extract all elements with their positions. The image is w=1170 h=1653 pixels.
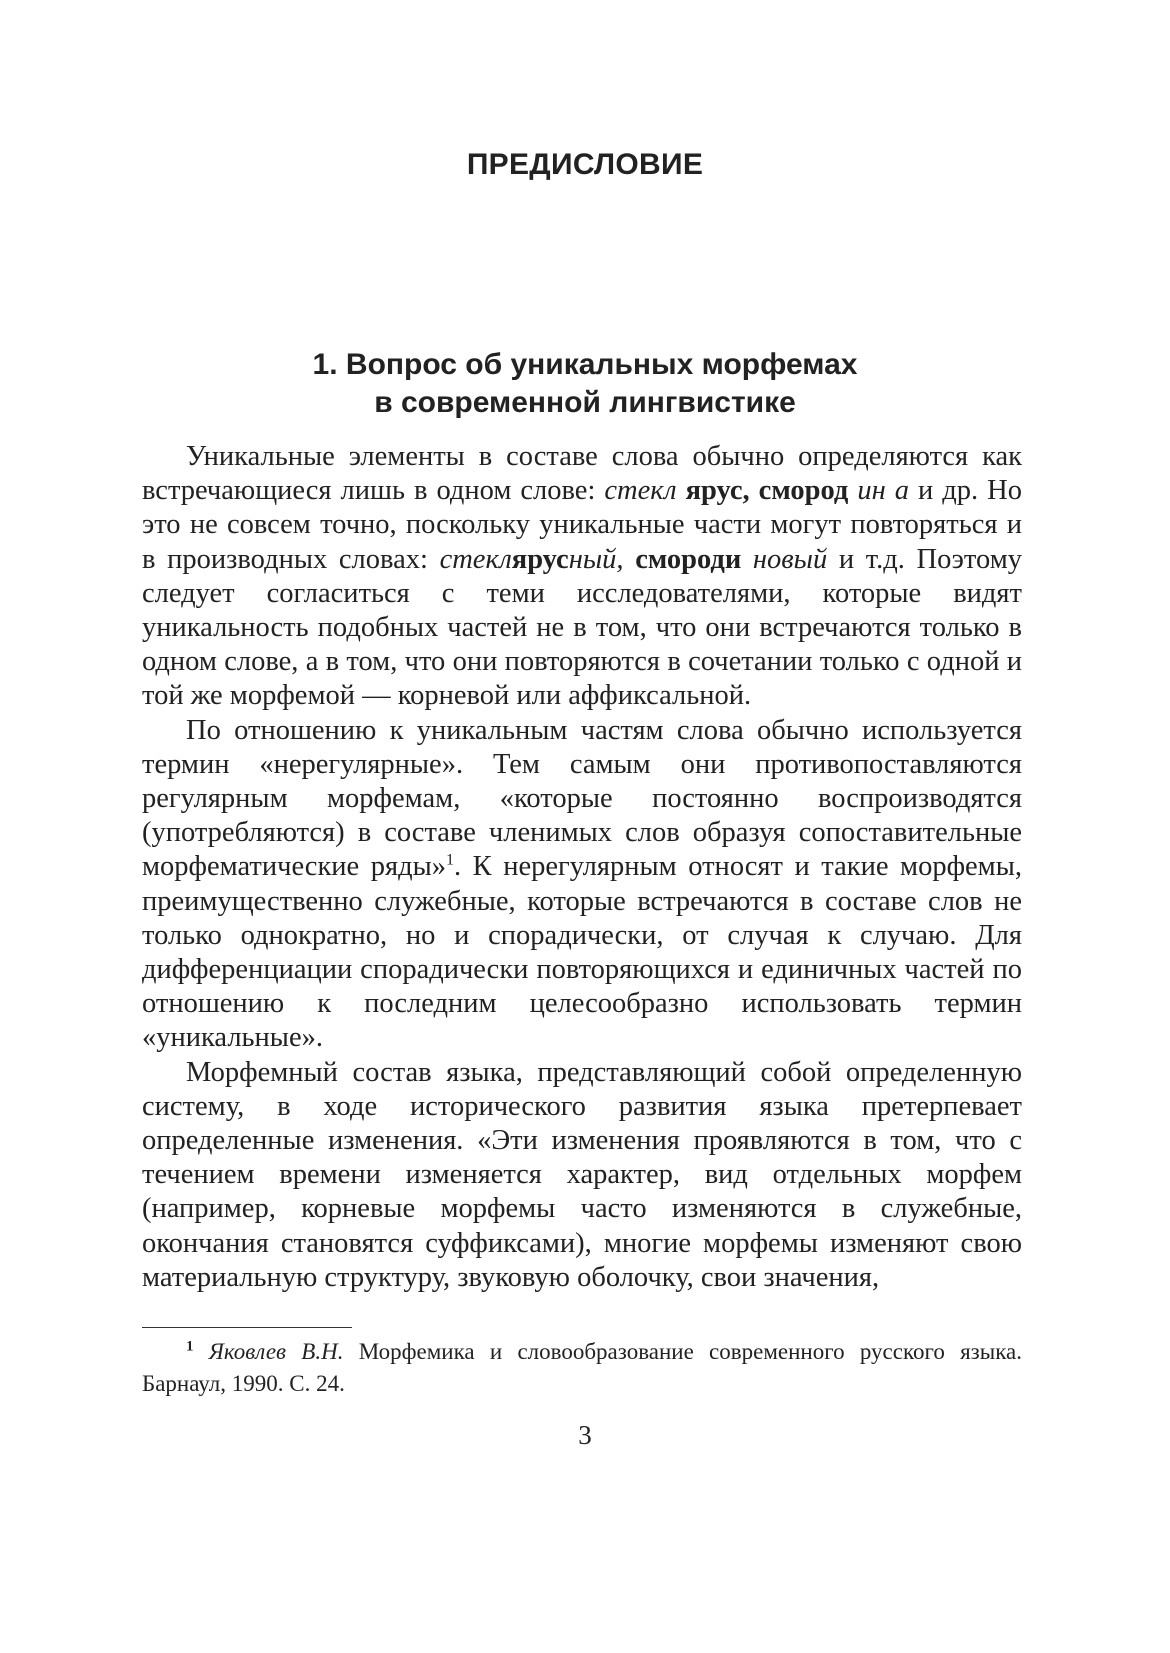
example-yarus-2: ярус (511, 543, 569, 575)
chapter-title-line2: в современной лингвистике (374, 386, 796, 419)
example-stekl: стекл (604, 475, 686, 507)
example-smorod: смород (758, 475, 849, 507)
footnote-reference: 1 (446, 851, 454, 869)
example-novyi: новый (741, 543, 828, 575)
p1-text-c: и т.д. Поэтому следует согласиться с теми исследователями, которые видят уникальность подобных частей не в том, что они встречаются только в одном слове, а в том, что они повторяются в сочетании только с одной и той же морфемой — корневой или аффиксальной. (142, 543, 1022, 712)
footnote-divider (142, 1327, 352, 1328)
footnote-number: 1 (186, 1338, 194, 1355)
chapter-title (0, 346, 1170, 422)
paragraph-2 (142, 714, 1022, 1056)
p1-space-2 (624, 544, 636, 575)
example-yarus: ярус, (685, 475, 750, 507)
preface-heading: ПРЕДИСЛОВИЕ (466, 148, 704, 181)
body-text (142, 440, 1022, 1295)
page-number: 3 (578, 1420, 592, 1450)
p2-text-b: . К нерегулярным относят и такие морфемы, преимущественно служебные, которые встречаются в составе слов не только однократно, но и спорадически, от случая к случаю. Для дифференциации спорадически повторяющихся и единичных частей по отношению к последним целесообразно использовать термин «уникальные». (142, 851, 1022, 1054)
footnote-author: Яковлев В.Н. (208, 1339, 344, 1364)
footnote (142, 1336, 1022, 1400)
paragraph-1 (142, 440, 1022, 714)
example-smorodi: смороди (635, 543, 742, 575)
example-ina: ин а (848, 475, 909, 507)
p2-text-a: По отношению к уникальным частям слова обычно используется термин «нерегулярные». Тем самым они противопоставляются регулярным морфемам, «которые постоянно воспроизводятся (употребляются) в составе членимых слов образуя сопоставительные морфематические ряды» (142, 714, 1022, 883)
footnote-text: Морфемика и словообразование современного русского языка. Барнаул, 1990. С. 24. (142, 1339, 1022, 1396)
chapter-title-line1: 1. Вопрос об уникальных морфемах (312, 348, 858, 381)
p1-space-1 (750, 475, 759, 506)
p1-text-b: и др. Но это не совсем точно, поскольку уникальные части могут повторяться и в производных словах: (142, 475, 1022, 575)
p1-text-a: Уникальные элементы в составе слова обычно определяются как встречающиеся лишь в одном слове: (142, 441, 1022, 507)
paragraph-3: Морфемный состав языка, представляющий собой определенную систему, в ходе исторического развития языка претерпевает определенные изменения. «Эти изменения проявляются в том, что с течением времени изменяется характер, вид отдельных морфем (например, корневые морфемы часто изменяются в служебные, окончания становятся суффиксами), многие морфемы изменяют свою материальную структуру, звуковую оболочку, свои значения, (142, 1056, 1022, 1293)
example-nyi: ный, (568, 543, 624, 575)
example-stekl-2: стекл (439, 543, 512, 575)
